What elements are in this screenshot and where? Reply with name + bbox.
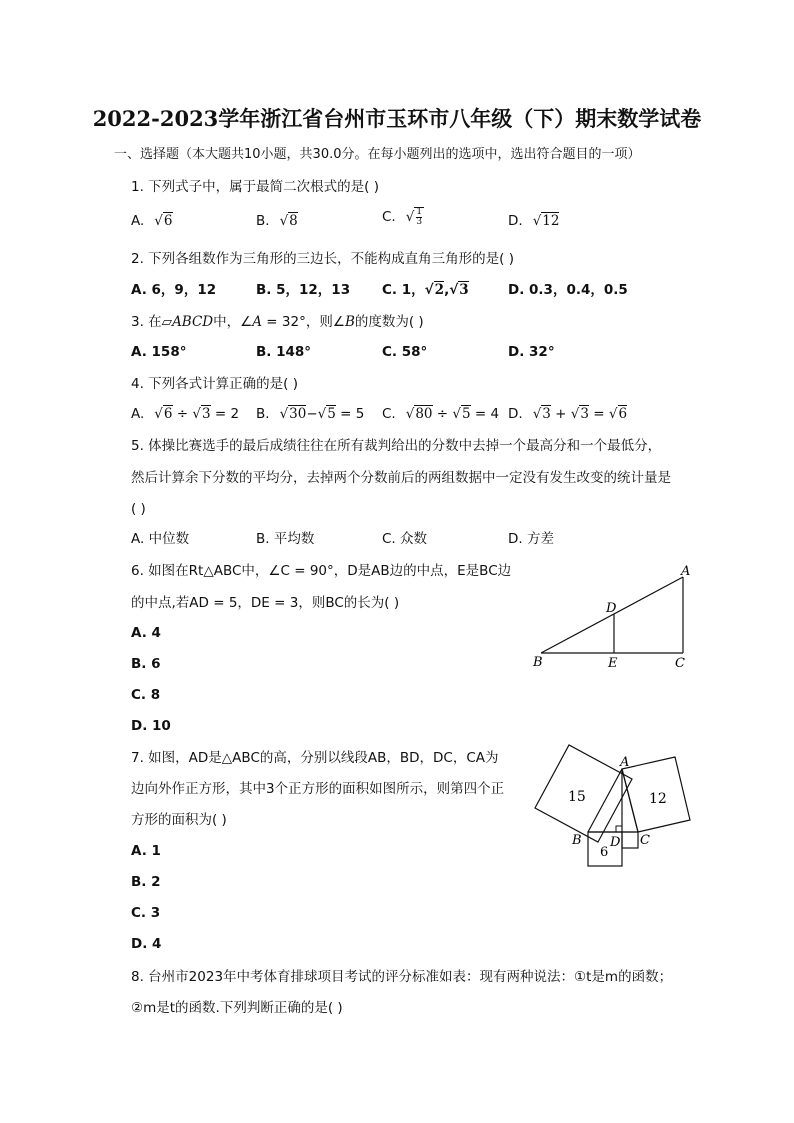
q1-option-a[interactable]: A. √6	[131, 213, 173, 229]
area-label-12: 12	[649, 791, 667, 807]
q7-squares-figure	[530, 740, 700, 875]
section-heading: 一、选择题（本大题共10小题，共30.0分。在每小题列出的选项中，选出符合题目的一项）	[114, 147, 641, 162]
q2-option-c[interactable]: C. 1，√2,√3	[382, 282, 469, 298]
q6-option-d[interactable]: D. 10	[131, 718, 171, 734]
q6-option-a[interactable]: A. 4	[131, 625, 161, 641]
label-d: D	[610, 835, 621, 850]
q5-option-a[interactable]: A. 中位数	[131, 531, 190, 547]
q7-option-a[interactable]: A. 1	[131, 843, 161, 859]
question-5-stem-line1: 5. 体操比赛选手的最后成绩往往在所有裁判给出的分数中去掉一个最高分和一个最低分，	[131, 438, 662, 454]
q3-option-d[interactable]: D. 32°	[508, 344, 555, 360]
question-6-stem-line1: 6. 如图在Rt△ABC中，∠C = 90°，D是AB边的中点，E是BC边	[131, 563, 512, 579]
q4-option-c[interactable]: C. √80 ÷ √5 = 4	[382, 406, 500, 422]
q5-option-d[interactable]: D. 方差	[508, 531, 554, 547]
label-c: C	[675, 656, 685, 671]
q4-option-d[interactable]: D. √3 + √3 = √6	[508, 406, 628, 422]
page-title: 2022-2023学年浙江省台州市玉环市八年级（下）期末数学试卷	[92, 106, 702, 131]
question-7-stem-line2: 边向外作正方形，其中3个正方形的面积如图所示，则第四个正	[131, 781, 505, 797]
q7-option-d[interactable]: D. 4	[131, 936, 162, 952]
label-b: B	[572, 833, 582, 848]
question-7-stem-line1: 7. 如图，AD是△ABC的高，分别以线段AB，BD，DC，CA为	[131, 750, 499, 766]
q1-option-c[interactable]: C. √ $\frac{1}{3}$	[382, 207, 423, 227]
label-c: C	[640, 833, 650, 848]
q5-option-b[interactable]: B. 平均数	[256, 531, 315, 547]
q3-option-b[interactable]: B. 148°	[256, 344, 312, 360]
q3-option-c[interactable]: C. 58°	[382, 344, 428, 360]
label-a: A	[681, 564, 691, 579]
question-5-stem-line3: ( )	[131, 501, 146, 517]
q3-option-a[interactable]: A. 158°	[131, 344, 187, 360]
q6-option-b[interactable]: B. 6	[131, 656, 161, 672]
question-8-stem-line1: 8. 台州市2023年中考体育排球项目考试的评分标准如表：现有两种说法：①t是m的函数；	[131, 969, 673, 985]
q6-option-c[interactable]: C. 8	[131, 687, 161, 703]
area-label-6: 6	[600, 845, 609, 860]
question-5-stem-line2: 然后计算余下分数的平均分，去掉两个分数前后的两组数据中一定没有发生改变的统计量是	[131, 470, 671, 486]
q7-option-b[interactable]: B. 2	[131, 874, 161, 890]
question-1-stem: 1. 下列式子中，属于最简二次根式的是( )	[131, 179, 379, 195]
q7-option-c[interactable]: C. 3	[131, 905, 161, 921]
question-7-stem-line3: 方形的面积为( )	[131, 812, 227, 828]
q1-option-d[interactable]: D. √12	[508, 213, 560, 229]
label-d: D	[606, 601, 617, 616]
q1-option-b[interactable]: B. √8	[256, 213, 298, 229]
area-label-15: 15	[568, 789, 586, 805]
q2-option-d[interactable]: D. 0.3，0.4，0.5	[508, 282, 628, 298]
question-3-stem: 3. 在▱ABCD中，∠A = 32°，则∠B的度数为( )	[131, 314, 424, 330]
q6-triangle-figure	[530, 560, 700, 672]
square-on-dc	[622, 832, 638, 848]
question-4-stem: 4. 下列各式计算正确的是( )	[131, 376, 298, 392]
question-8-stem-line2: ②m是t的函数.下列判断正确的是( )	[131, 1000, 343, 1016]
q4-option-a[interactable]: A. √6 ÷ √3 = 2	[131, 406, 240, 422]
q5-option-c[interactable]: C. 众数	[382, 531, 428, 547]
label-a: A	[620, 755, 630, 770]
label-e: E	[608, 656, 618, 671]
label-b: B	[533, 655, 543, 670]
question-6-stem-line2: 的中点,若AD = 5，DE = 3，则BC的长为( )	[131, 595, 400, 611]
q2-option-a[interactable]: A. 6，9，12	[131, 282, 217, 298]
q2-option-b[interactable]: B. 5，12，13	[256, 282, 351, 298]
fraction: $\frac{1}{3}$	[416, 207, 423, 227]
q4-option-b[interactable]: B. √30−√5 = 5	[256, 406, 365, 422]
question-2-stem: 2. 下列各组数作为三角形的三边长，不能构成直角三角形的是( )	[131, 251, 514, 267]
